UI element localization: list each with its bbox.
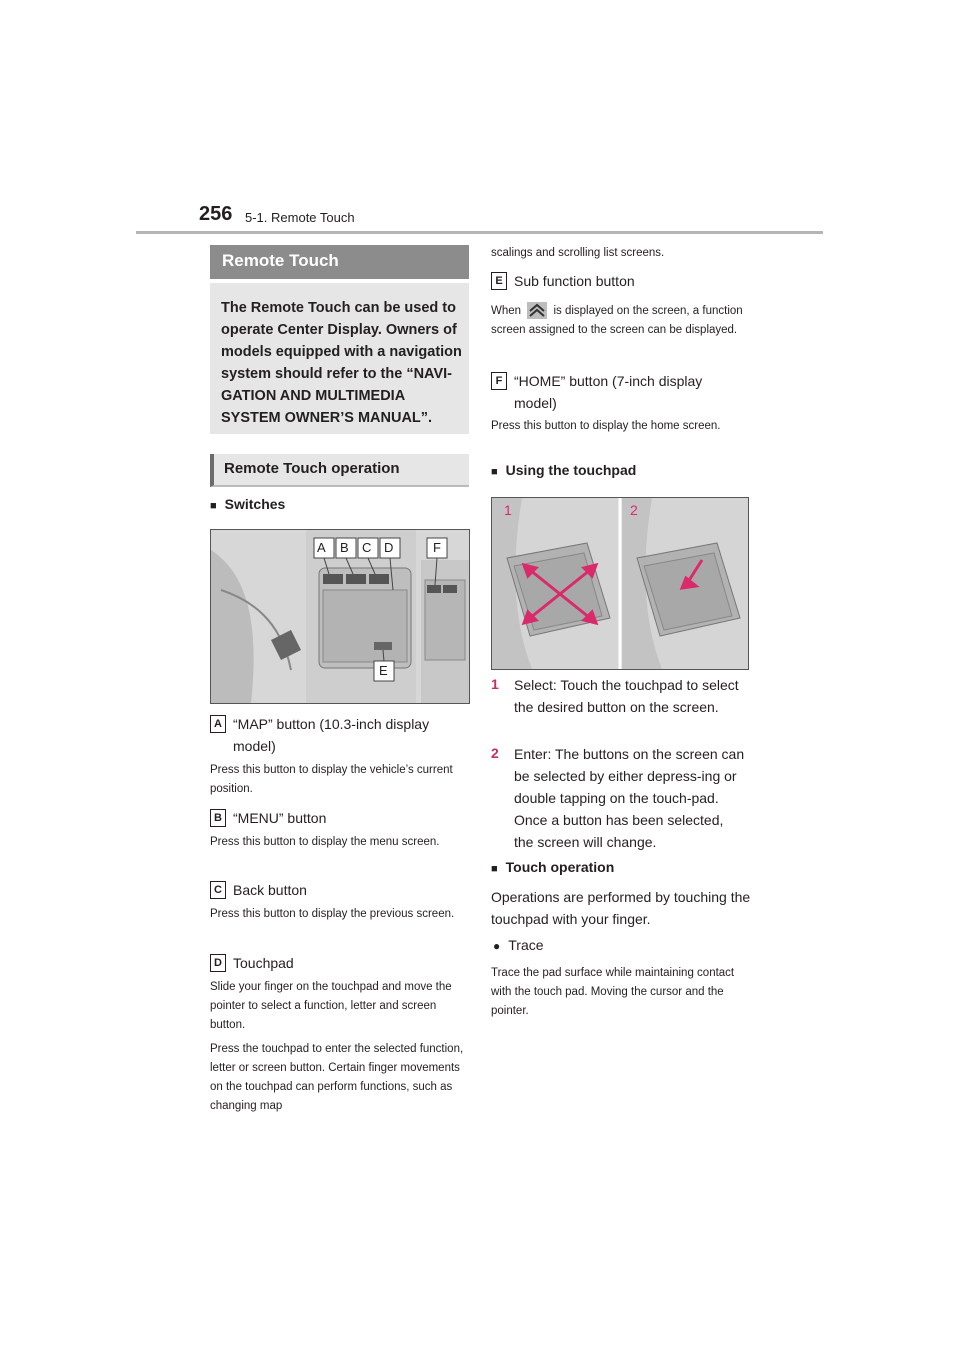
badge-b: B (210, 809, 226, 827)
item-d-desc: Slide your finger on the touchpad and move the pointer to select a function, letter and screen button. (210, 981, 452, 1031)
console-drawing (211, 530, 469, 703)
double-chevron-up-icon (527, 302, 547, 319)
item-e-desc (491, 302, 749, 340)
item-a-desc: Press this button to display the vehicle’s current position. (210, 764, 453, 795)
item-c-label: Back button (233, 882, 307, 898)
section-title: Remote Touch (222, 251, 339, 270)
touchpad-heading-text: Using the touchpad (505, 462, 637, 478)
square-bullet-icon: ■ (491, 863, 498, 875)
section-header (210, 245, 469, 279)
callout-c: C (362, 540, 372, 555)
touchpad-heading (491, 462, 636, 478)
chapter-title: 5-1. Remote Touch (245, 210, 355, 225)
badge-e: E (491, 272, 507, 290)
page-number: 256 (199, 203, 233, 225)
round-bullet-icon: ● (493, 939, 501, 953)
subsection-title: Remote Touch operation (224, 460, 400, 477)
intro-text: The Remote Touch can be used to operate Center Display. Owners of models equipped with a navigation system should refer to the “NAVI-GATION AND MULTIMEDIA SYSTEM OWNER’S MANUAL”. (221, 300, 462, 426)
touch-heading-text: Touch operation (505, 859, 615, 875)
callout-d: D (384, 540, 394, 555)
switches-heading (210, 496, 285, 512)
touchpad-illustration (491, 497, 749, 670)
item-c-desc: Press this button to display the previous screen. (210, 908, 455, 920)
continued-text: scalings and scrolling list screens. (491, 247, 665, 259)
touch-operation-heading (491, 859, 614, 875)
header-rule (136, 231, 823, 234)
step-1-text: Select: Touch the touchpad to select the desired button on the screen. (514, 677, 739, 715)
item-b-label: “MENU” button (233, 810, 327, 826)
figure-number-2: 2 (630, 502, 638, 518)
item-b-desc: Press this button to display the menu screen. (210, 836, 440, 848)
step-2-text: Enter: The buttons on the screen can be selected by either depress-ing or double tapping on the touch-pad. Once a button has been selected, the screen will change. (514, 746, 745, 850)
item-f-desc: Press this button to display the home screen. (491, 420, 721, 432)
square-bullet-icon: ■ (491, 466, 498, 478)
badge-d: D (210, 954, 226, 972)
item-d-label: Touchpad (233, 955, 294, 971)
callout-f: F (433, 540, 441, 555)
subsection-header (210, 454, 469, 487)
callout-b: B (340, 540, 349, 555)
figure-number-1: 1 (504, 502, 512, 518)
step-1-number: 1 (491, 676, 499, 692)
item-f-label: “HOME” button (7-inch display model) (514, 373, 703, 411)
step-2-number: 2 (491, 745, 499, 761)
badge-f: F (491, 372, 507, 390)
switches-heading-text: Switches (224, 496, 286, 512)
touchpad-drawing (492, 498, 748, 669)
touch-operation-text: Operations are performed by touching the touchpad with your finger. (491, 889, 751, 927)
square-bullet-icon: ■ (210, 500, 217, 512)
item-e-desc-before: When (491, 305, 522, 317)
item-e-desc-after: is displayed on the screen, a function screen assigned to the screen can be displayed. (491, 305, 743, 336)
badge-a: A (210, 715, 226, 733)
trace-desc: Trace the pad surface while maintaining contact with the touch pad. Moving the cursor and the pointer. (491, 967, 735, 1017)
trace-item (493, 937, 544, 953)
badge-c: C (210, 881, 226, 899)
item-e-label: Sub function button (514, 273, 635, 289)
item-d-desc-2: Press the touchpad to enter the selected function, letter or screen button. Certain finger movements on the touchpad can perform functions, such as changing map (210, 1043, 464, 1112)
switches-illustration (210, 529, 470, 704)
callout-e: E (379, 663, 388, 678)
trace-label: Trace (508, 937, 544, 953)
callout-a: A (317, 540, 326, 555)
intro-box (210, 283, 469, 434)
item-a-label: “MAP” button (10.3-inch display model) (233, 716, 430, 754)
